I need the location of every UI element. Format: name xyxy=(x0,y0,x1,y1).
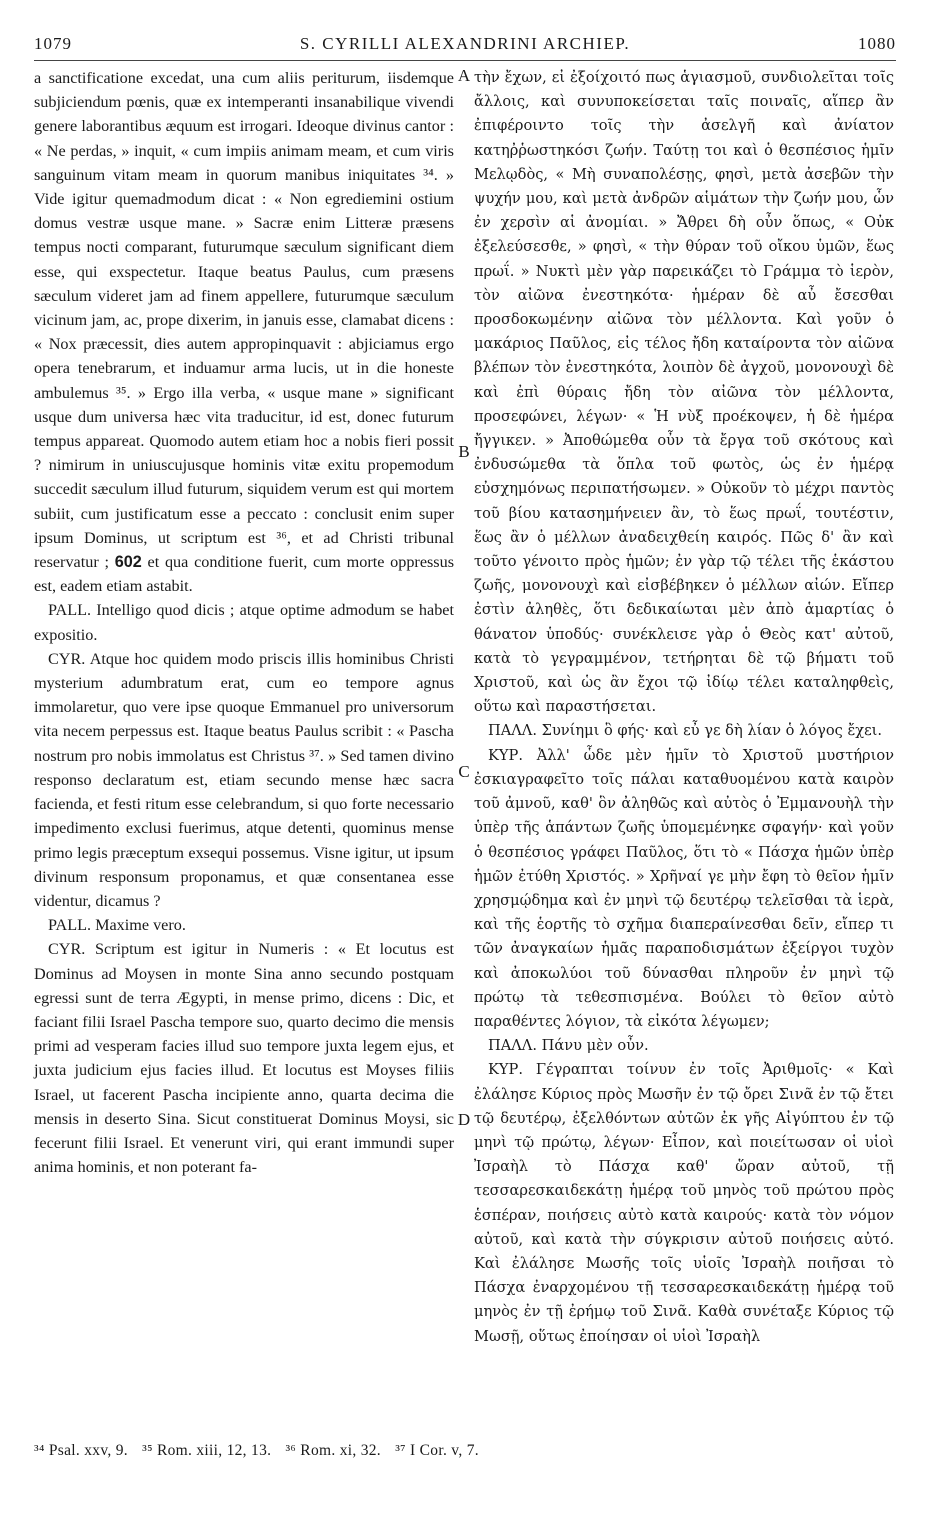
greek-paragraph: τὴν ἔχων, εἰ ἐξοίχοιτό πως ἁγιασμοῦ, συνδιολεῖται τοῖς ἄλλοις, καὶ συνυποκείσεται ταῖς ποιναῖς, αἵπερ ἂν ἐπιφέροιντο τοῖς τὴν ἀσελγῆ καὶ ἀνίατον κατηῤῥωστηκόσι ζωήν. Ταύτῃ τοι καὶ ὁ θεσπέσιος ἡμῖν Μελῳδὸς, « Μὴ συναπολέσῃς, φησὶ, μετὰ ἀσεβῶν τὴν ψυχήν μου, καὶ μετὰ ἀνδρῶν αἱμάτων τὴν ζωήν μου, ὧν ἐν χερσὶν αἱ ἀνομίαι. » Ἄθρει δὴ οὖν ὅπως, « Οὐκ ἐξελεύσεσθε, » φησὶ, « τὴν θύραν τοῦ οἴκου ὑμῶν, ἕως πρωΐ. » Νυκτὶ μὲν γὰρ παρεικάζει τὸ Γράμμα τὸ ἱερὸν, τὸν αἰῶνα ἐνεστηκότα· ἡμέραν δὲ αὖ ἔσεσθαι προσδοκωμένην αἰῶνα τὸν μέλλοντα. Καὶ γοῦν ὁ μακάριος Παῦλος, εἰς τέλος ἤδη καταίροντα τὸν αἰῶνα βλέπων τὸν ἐνεστηκότα, λοιπὸν δὲ ἀγχοῦ, μονονουχὶ δὲ καὶ ἐπὶ θύραις ἤδη τὸν αἰῶνα τὸν μέλλοντα, προσεφώνει, λέγων· « Ἡ νὺξ προέκοψεν, ἡ δὲ ἡμέρα ἤγγικεν. » Ἀποθώμεθα οὖν τὰ ἔργα τοῦ σκότους καὶ ἐνδυσώμεθα τὰ ὅπλα τοῦ φωτὸς, ὡς ἐν ἡμέρᾳ εὐσχημόνως περιπατήσωμεν. » Οὐκοῦν τὸ μέχρι παντὸς τοῦ βίου κατασημήνειεν ἂν, τὸ ἕως πρωΐ, τουτέστιν, ἕως ἂν ὁ μέλλων ἀναδειχθείη καιρός. Πῶς δ' ἂν καὶ τοῦτο γένοιτο πρὸς ἡμῶν; ἐν γὰρ τῷ τέλει τῆς ἑκάστου ζωῆς, μονονουχὶ καὶ εἰσβέβηκεν ὁ μέλλων αἰών. Εἴπερ ἐστὶν ἀληθὲς, ὅτι δεδικαίωται μὲν ἀπὸ ἁμαρτίας ὁ θάνατον ὑποδύς· συνέκλεισε γὰρ ὁ Θεὸς κατ' αὐτοῦ, κατὰ τὸ γεγραμμένον, τετήρηται δὲ τῷ βήματι τοῦ Χριστοῦ, καὶ ὡς ἂν ἔχοι τῷ ἰδίῳ τέλει καταληφθεὶς, οὕτω καὶ παραστήσεται. xyxy=(474,69,894,716)
latin-paragraph: CYR. Scriptum est igitur in Numeris : « Et locutus est Dominus ad Moysen in monte Sina anno secundo postquam egressi sunt de terra Ægypti, in mense primo, dicens : Dic, et faciant filii Israel Pascha tempore suo, quarto decimo die mensis primi ad vesperam facies illud suo tempore juxta legem ejus, et juxta judicium ejus facies illud. Et locutus est Moyses filiis Israel, ut facerent Pascha incipiente anno, quarta decima die mensis in deserto Sina. Sicut constituerat Dominus Moysi, sic fecerunt filii Israel. Et venerunt viri, qui erant immundi super anima hominis, et non poterant fa- xyxy=(34,940,454,1177)
footnotes xyxy=(34,1440,896,1462)
column-number: 602 xyxy=(114,553,142,572)
greek-paragraph: ΚΥΡ. Γέγραπται τοίνυν ἐν τοῖς Ἀριθμοῖς· « Καὶ ἐλάλησε Κύριος πρὸς Μωσῆν ἐν τῷ ὄρει Σινᾶ ἐν τῷ ἔτει τῷ δευτέρῳ, ἐξελθόντων αὐτῶν ἐκ γῆς Αἰγύπτου ἐν τῷ μηνὶ τῷ πρώτῳ, λέγων· Εἶπον, καὶ ποιείτωσαν οἱ υἱοὶ Ἰσραὴλ τὸ Πάσχα καθ' ὥραν αὐτοῦ, τῇ τεσσαρεσκαιδεκάτῃ ἡμέρᾳ τοῦ μηνὸς τοῦ πρώτου πρὸς ἑσπέραν, ποιήσεις αὐτὸ κατὰ καιρούς· κατὰ τὸν νόμον αὐτοῦ, καὶ κατὰ τὴν σύγκρισιν αὐτοῦ ποιήσεις αὐτό. Καὶ ἐλάλησε Μωσῆς τοῖς υἱοῖς Ἰσραὴλ ποιῆσαι τὸ Πάσχα ἐναρχομένου τῇ τεσσαρεσκαιδεκάτῃ ἡμέρᾳ τοῦ μηνὸς ἐν τῇ ἐρήμῳ τοῦ Σινᾶ. Καθὰ συνέταξε Κύριος τῷ Μωσῇ, οὕτως ἐποίησαν οἱ υἱοὶ Ἰσραὴλ xyxy=(474,1061,894,1345)
latin-column xyxy=(34,66,454,1416)
margin-marker-b: B xyxy=(458,442,470,461)
latin-paragraph xyxy=(34,66,454,598)
page-number-right: 1080 xyxy=(858,34,896,53)
margin-marker-d: D xyxy=(457,1110,471,1129)
latin-paragraph: PALL. Intelligo quod dicis ; atque optime admodum se habet expositio. xyxy=(34,601,454,644)
latin-text: a sanctificatione excedat, una cum aliis periturum, iisdemque subjiciendum pœnis, quæ ex intemperanti insanabilique vivendi genere laborantibus æquum est irrogari. Ideoque divinus cantor : « Ne perdas, » inquit, « cum impiis animam meam, et cum viris sanguinum vitam meam in quorum manibus iniquitates ³⁴. » Vide igitur quemadmodum dicat : « Non egrediemini ostium domus vestræ usque mane. » Sacræ enim Litteræ præsens tempus nocti comparant, futurumque sæculum significant diem esse, qui exspectetur. Itaque beatus Paulus, cum præsens sæculum videret jam ad finem appellere, futurumque sæculum vicinum jam, ac, prope dixerim, in januis esse, clamabat dicens : « Nox præcessit, dies autem appropinquavit : abjiciamus ergo opera tenebrarum, et induamur arma lucis, ut in die honeste ambulemus ³⁵. » Ergo illa verba, « usque mane » significant usque dum universa hæc vita traducitur, id est, donec futurum tempus appareat. Quomodo autem etiam hoc a nobis fieri possit ? nimirum in uniuscujusque hominis vitæ exitu propemodum succedit sæculum illud futurum, siquidem verum est qui mortem subiit, cum justificatum esse a peccato : conclusit enim super ipsum Dominus, ut scriptum est ³⁶, et ad Christi tribunal reservatur ; xyxy=(34,69,454,572)
footnote: ³⁴ Psal. xxv, 9. xyxy=(34,1442,128,1459)
greek-paragraph: ΠΑΛΛ. Πάνυ μὲν οὖν. xyxy=(488,1037,649,1055)
greek-paragraph: ΠΑΛΛ. Συνίημι ὃ φής· καὶ εὖ γε δὴ λίαν ὁ λόγος ἔχει. xyxy=(488,722,883,740)
latin-text: et qua conditione fuerit, cum morte oppressus est, eadem etiam astabit. xyxy=(34,553,454,596)
page-number-left: 1079 xyxy=(34,34,72,53)
footnote: ³⁵ Rom. xiii, 12, 13. xyxy=(142,1442,272,1459)
footnote: ³⁷ I Cor. v, 7. xyxy=(395,1442,479,1459)
latin-paragraph: CYR. Atque hoc quidem modo priscis illis hominibus Christi mysterium adumbratum erat, cum eo tempore agnus immolaretur, quo vere ipse quoque Emmanuel pro universorum vita necem perpessus est. Itaque beatus Paulus scribit : « Pascha nostrum pro nobis immolatus est Christus ³⁷. » Sed tamen divino responso declaratum est, etiam secundo mense hæc sacra facienda, et festi ritum esse celebrandum, si quo forte necessario impedimento exclusi fuerimus, atque detenti, quominus mense primo legis præceptum exsequi possemus. Visne igitur, ut ipsum divinum responsum proponamus, et quæ consentanea esse videntur, dicamus ? xyxy=(34,649,454,910)
margin-marker-a: A xyxy=(457,66,471,85)
running-title: S. CYRILLI ALEXANDRINI ARCHIEP. xyxy=(299,34,631,53)
footnote: ³⁶ Rom. xi, 32. xyxy=(285,1442,381,1459)
header-rule xyxy=(34,60,896,61)
latin-paragraph: PALL. Maxime vero. xyxy=(48,916,186,935)
greek-paragraph: ΚΥΡ. Ἀλλ' ὧδε μὲν ἡμῖν τὸ Χριστοῦ μυστήριον ἐσκιαγραφεῖτο τοῖς πάλαι καταθυομένου κατὰ καιρὸν τοῦ ἀμνοῦ, καθ' ὃν ἀληθῶς καὶ αὐτὸς ὁ Ἐμμανουὴλ τὴν ὑπὲρ τῆς ἁπάντων ζωῆς ὑπομεμένηκε σφαγήν· καὶ γοῦν ὁ θεσπέσιος γράφει Παῦλος, ὅτι τὸ « Πάσχα ἡμῶν ὑπὲρ ἡμῶν ἐτύθη Χριστός. » Χρῆναί γε μὴν ἔφη τὸ θεῖον ἡμῖν χρησμῴδημα καὶ ἐν μηνὶ τῷ δευτέρῳ τελεῖσθαι τὰ ἱερὰ, καὶ τῆς ἑορτῆς τὸ σχῆμα διαπεραίνεσθαι δεῖν, εἴπερ τι τῶν ἀναγκαίων ἡμᾶς παραποδισμάτων ἐξείργοι τυχὸν καὶ ἀποκωλύοι τοῦ δύνασθαι πληροῦν ἐν μηνὶ τῷ πρώτῳ τὰ τεθεσπισμένα. Βούλει τὸ θεῖον αὐτὸ παραθέντες λόγιον, τὰ εἰκότα λέγωμεν; xyxy=(474,746,894,1030)
greek-column xyxy=(474,66,894,1416)
margin-marker-c: C xyxy=(458,762,470,781)
page-header xyxy=(34,34,896,58)
